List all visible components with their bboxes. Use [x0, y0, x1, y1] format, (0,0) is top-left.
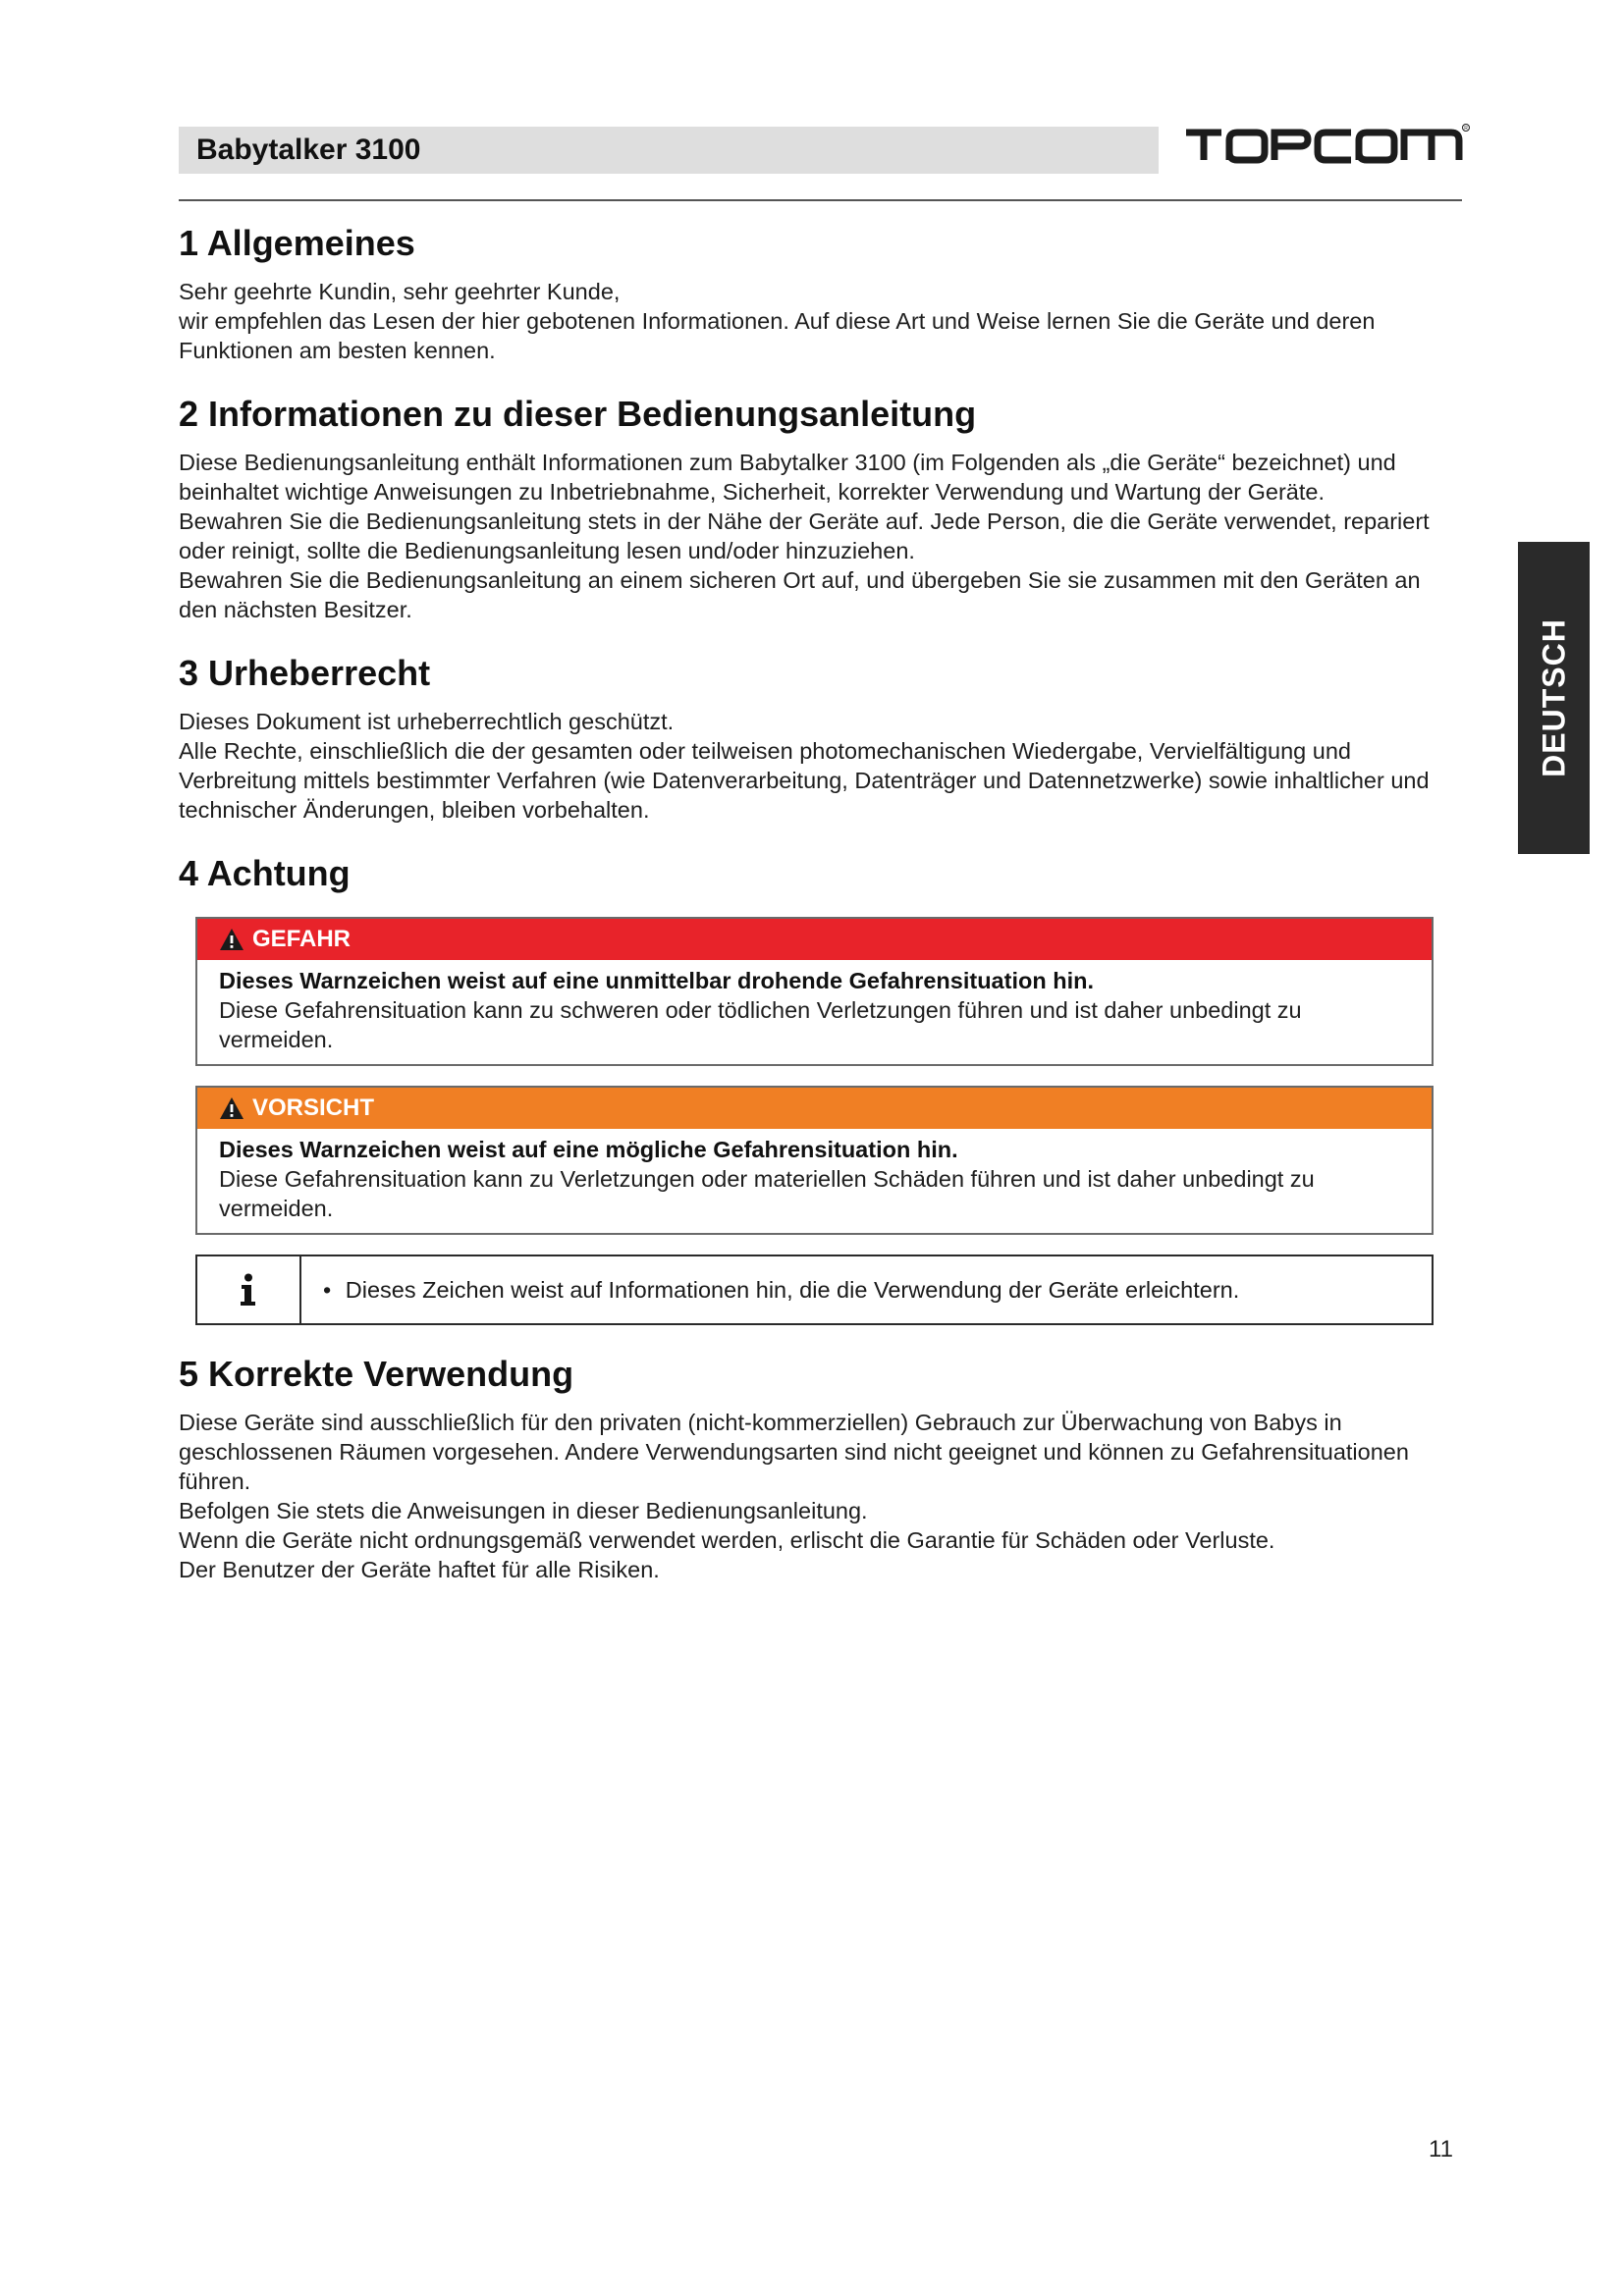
- caution-header: [197, 1088, 1432, 1129]
- paragraph-line: Diese Geräte sind ausschließlich für den privaten (nicht-kommerziellen) Gebrauch zur Überwachung von Babys in geschlossenen Räumen vorgesehen. Andere Verwendungsarten sind nicht geeignet und können zu Gefahrensituationen führen.: [179, 1410, 1409, 1494]
- info-box: [195, 1255, 1434, 1325]
- section-korrekte-verwendung: [179, 1351, 1465, 1584]
- paragraph-line: Diese Bedienungsanleitung enthält Informationen zum Babytalker 3100 (im Folgenden als „die Geräte“ bezeichnet) und beinhaltet wichtige Anweisungen zu Inbetriebnahme, Sicherheit, korrekter Verwendung und Wartung der Geräte.: [179, 450, 1396, 505]
- bullet: •: [323, 1276, 332, 1303]
- paragraph-line: Sehr geehrte Kundin, sehr geehrter Kunde,: [179, 279, 621, 304]
- caution-box: [195, 1086, 1434, 1235]
- warning-triangle-icon: [219, 928, 244, 951]
- section-informationen: [179, 391, 1465, 624]
- paragraph-line: Alle Rechte, einschließlich die der gesamten oder teilweisen photomechanischen Wiedergabe, Vervielfältigung und Verbreitung mittels bestimmter Verfahren (wie Datenverarbeitung, Datenträger und Datennetzwerke) sowie inhaltlicher und technischer Änderungen, bleiben vorbehalten.: [179, 738, 1430, 823]
- paragraph-line: Wenn die Geräte nicht ordnungsgemäß verwendet werden, erlischt die Garantie für Schäden oder Verluste.: [179, 1527, 1275, 1553]
- section-heading: 3 Urheberrecht: [179, 653, 431, 693]
- danger-box: [195, 917, 1434, 1066]
- header-divider: [179, 199, 1462, 201]
- language-tab: [1518, 542, 1590, 854]
- paragraph-line: Befolgen Sie stets die Anweisungen in dieser Bedienungsanleitung.: [179, 1498, 868, 1523]
- section-achtung: [179, 850, 1465, 1325]
- paragraph-line: Bewahren Sie die Bedienungsanleitung stets in der Nähe der Geräte auf. Jede Person, die die Geräte verwendet, repariert oder reinigt, sollte die Bedienungsanleitung lesen und/oder hinzuziehen.: [179, 508, 1430, 563]
- section-heading: 4 Achtung: [179, 853, 351, 893]
- danger-bold-text: Dieses Warnzeichen weist auf eine unmittelbar drohende Gefahrensituation hin.: [219, 968, 1094, 993]
- info-text-row: [301, 1277, 1239, 1304]
- danger-body: [197, 960, 1432, 1064]
- document-title: Babytalker 3100: [196, 133, 421, 166]
- caution-bold-text: Dieses Warnzeichen weist auf eine mögliche Gefahrensituation hin.: [219, 1137, 958, 1162]
- info-icon: [238, 1273, 259, 1307]
- warning-triangle-icon: [219, 1096, 244, 1120]
- section-heading: 2 Informationen zu dieser Bedienungsanleitung: [179, 394, 977, 434]
- caution-label: VORSICHT: [252, 1095, 375, 1121]
- paragraph-line: Der Benutzer der Geräte haftet für alle Risiken.: [179, 1557, 660, 1582]
- svg-text:R: R: [1464, 126, 1468, 132]
- danger-label: GEFAHR: [252, 926, 352, 952]
- caution-body: [197, 1129, 1432, 1233]
- caution-text: Diese Gefahrensituation kann zu Verletzungen oder materiellen Schäden führen und ist daher unbedingt zu vermeiden.: [219, 1166, 1315, 1221]
- danger-text: Diese Gefahrensituation kann zu schweren oder tödlichen Verletzungen führen und ist daher unbedingt zu vermeiden.: [219, 997, 1302, 1052]
- danger-header: [197, 919, 1432, 960]
- topcom-logo: [1186, 119, 1471, 166]
- section-heading: 1 Allgemeines: [179, 223, 415, 263]
- paragraph-line: Bewahren Sie die Bedienungsanleitung an einem sicheren Ort auf, und übergeben Sie sie zusammen mit den Geräten an den nächsten Besitzer.: [179, 567, 1421, 622]
- language-tab-label: DEUTSCH: [1536, 618, 1571, 777]
- main-content: [179, 220, 1465, 1610]
- info-icon-cell: [197, 1256, 301, 1323]
- section-allgemeines: [179, 220, 1465, 365]
- section-urheberrecht: [179, 650, 1465, 825]
- paragraph-line: Dieses Dokument ist urheberrechtlich geschützt.: [179, 709, 675, 734]
- paragraph-line: wir empfehlen das Lesen der hier gebotenen Informationen. Auf diese Art und Weise lernen Sie die Geräte und deren Funktionen am besten kennen.: [179, 308, 1376, 363]
- section-heading: 5 Korrekte Verwendung: [179, 1354, 574, 1394]
- info-text: Dieses Zeichen weist auf Informationen hin, die die Verwendung der Geräte erleichtern.: [345, 1276, 1240, 1303]
- page-number: 11: [1429, 2136, 1453, 2163]
